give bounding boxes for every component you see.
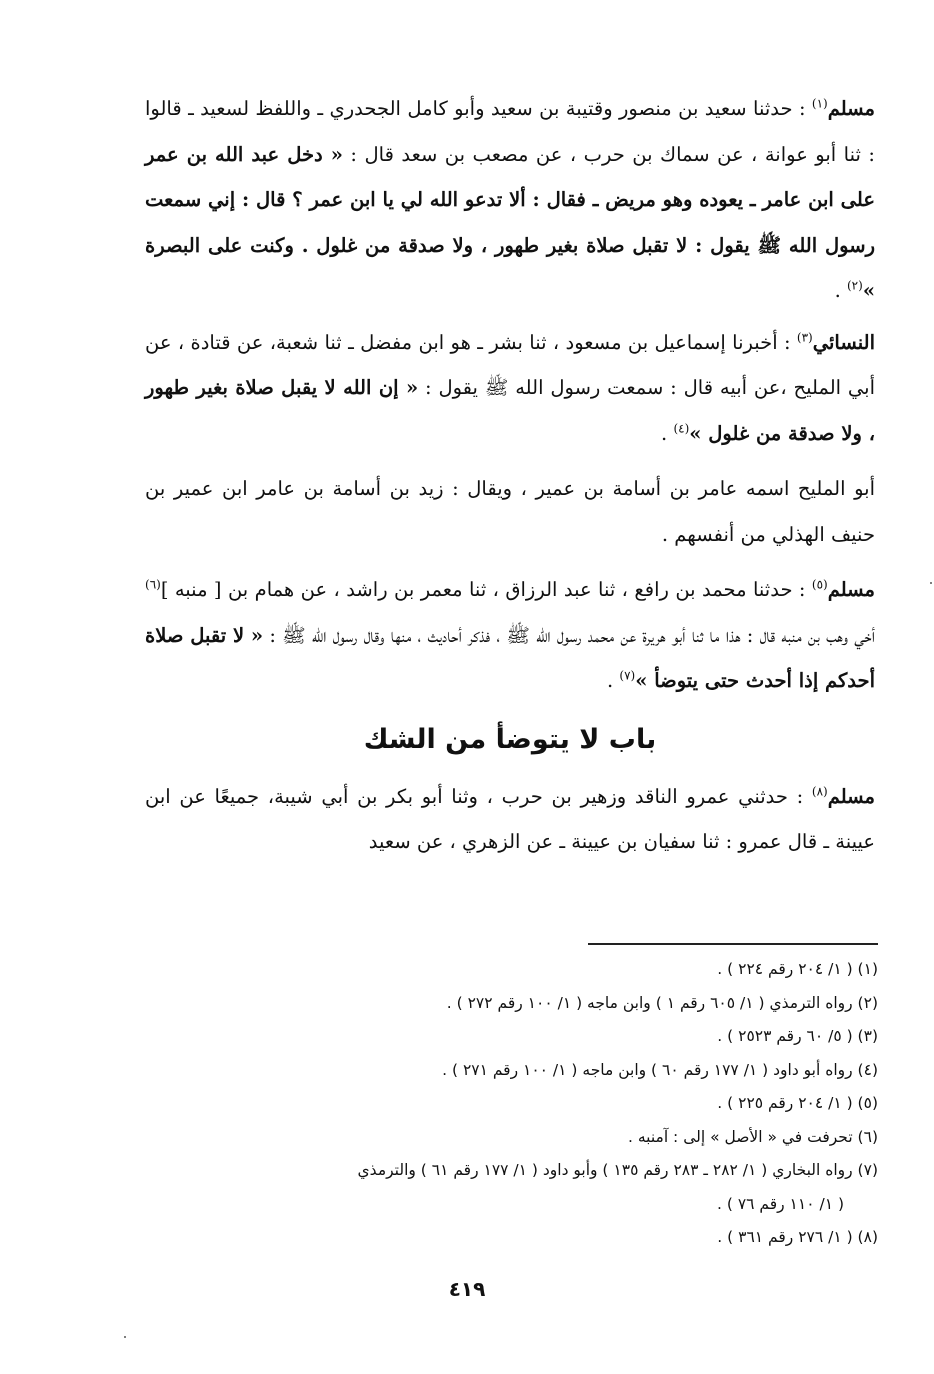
footnote-ref[interactable]: (٤) <box>673 421 690 435</box>
isnad-text-continued: أخي وهب بن منبه قال : هذا ما ثنا أبو هريرة عن محمد رسول الله ﷺ ، فذكر أحاديث ، منها وقال رسول الله ﷺ : <box>263 623 876 647</box>
paragraph-end: . <box>607 669 620 692</box>
hadith-text: « إن الله لا يقبل صلاة بغير طهور ، ولا صدقة من غلول » <box>145 376 875 445</box>
footnote-6: (٦) تحرفت في « الأصل » إلى : آمنبه . <box>628 1127 878 1146</box>
paragraph-5 <box>145 774 875 865</box>
source-name: مسلم <box>827 578 875 601</box>
narrator-note: أبو المليح اسمه عامر بن أسامة بن عمير ، ويقال : زيد بن أسامة بن عامر ابن عمير بن حنيف الهذلي من أنفسهم . <box>145 477 875 546</box>
isnad-text: : أخبرنا إسماعيل بن مسعود ، ثنا بشر ـ هو ابن مفضل ـ ثنا شعبة، عن قتادة ، عن أبي المليح ،عن أبيه قال : سمعت رسول الله ﷺ يقول : <box>145 330 876 399</box>
paragraph-end: . <box>834 279 847 302</box>
footnote-separator <box>588 943 878 945</box>
isnad-text: : حدثنا محمد بن رافع ، ثنا عبد الرزاق ، ثنا معمر بن راشد ، عن همام بن [ منبه ] <box>160 578 812 601</box>
paragraph-2 <box>145 320 875 457</box>
isnad-text: : حدثنا سعيد بن منصور وقتيبة بن سعيد وأبو كامل الجحدري ـ واللفظ لسعيد ـ قالوا : ثنا أبو عوانة ، عن سماك بن حرب ، عن مصعب بن سعد قال : <box>145 97 875 166</box>
chapter-heading: باب لا يتوضأ من الشك <box>363 723 657 755</box>
isnad-text: : حدثني عمرو الناقد وزهير بن حرب ، وثنا أبو بكر بن أبي شيبة، جميعًا عن ابن عيينة ـ قال عمرو : ثنا سفيان بن عيينة ـ عن الزهري ، عن سعيد <box>145 784 875 853</box>
paragraph-end: . <box>661 421 674 445</box>
footnote-ref[interactable]: (٣) <box>796 330 813 344</box>
footnote-1: (١) ( ١/ ٢٠٤ رقم ٢٢٤ ) . <box>717 960 878 978</box>
footnote-8: (٨) ( ١/ ٢٧٦ رقم ٣٦١ ) . <box>717 1228 878 1246</box>
paragraph-3 <box>145 466 875 557</box>
footnotes <box>145 953 878 1255</box>
source-name: مسلم <box>827 784 875 808</box>
footnote-2: (٢) رواه الترمذي ( ١/ ٦٠٥ رقم ١ ) وابن ماجه ( ١/ ١٠٠ رقم ٢٧٢ ) . <box>446 993 878 1012</box>
hadith-text: « لا تقبل صلاة أحدكم إذا أحدث حتى يتوضأ » <box>145 623 875 692</box>
hadith-text: « دخل عبد الله بن عمر على ابن عامر ـ يعوده وهو مريض ـ فقال : ألا تدعو الله لي يا ابن عمر ؟ قال : إني سمعت رسول الله ﷺ يقول : لا تقبل صلاة بغير طهور ، ولا صدقة من غلول . وكنت على البصرة » <box>145 142 875 302</box>
footnote-5: (٥) ( ١/ ٢٠٤ رقم ٢٢٥ ) . <box>717 1094 878 1112</box>
page-number: ٤١٩ <box>448 1277 486 1301</box>
footnote-7-continued: ( ١/ ١١٠ رقم ٧٦ ) . <box>716 1194 844 1213</box>
footnote-ref[interactable]: (٦) <box>145 577 161 592</box>
footnote-ref[interactable]: (١) <box>811 96 828 111</box>
footnote-ref[interactable]: (٨) <box>811 784 828 798</box>
scan-speck <box>124 1336 126 1338</box>
footnote-3: (٣) ( ٥/ ٦٠ رقم ٢٥٢٣ ) . <box>717 1027 878 1045</box>
paragraph-1 <box>145 86 875 314</box>
footnote-7: (٧) رواه البخاري ( ١/ ٢٨٢ ـ ٢٨٣ رقم ١٣٥ ) وأبو داود ( ١/ ١٧٧ رقم ٦١ ) والترمذي <box>357 1161 878 1179</box>
footnote-ref[interactable]: (٥) <box>811 577 828 592</box>
source-name: مسلم <box>827 97 875 120</box>
main-text <box>145 86 875 875</box>
footnote-4: (٤) رواه أبو داود ( ١/ ١٧٧ رقم ٦٠ ) وابن ماجه ( ١/ ١٠٠ رقم ٢٧١ ) . <box>442 1060 878 1079</box>
footnote-ref[interactable]: (٢) <box>846 278 863 293</box>
footnote-ref[interactable]: (٧) <box>619 668 636 683</box>
paragraph-4 <box>145 567 875 704</box>
source-name: النسائي <box>812 330 875 354</box>
scan-speck <box>930 582 932 584</box>
